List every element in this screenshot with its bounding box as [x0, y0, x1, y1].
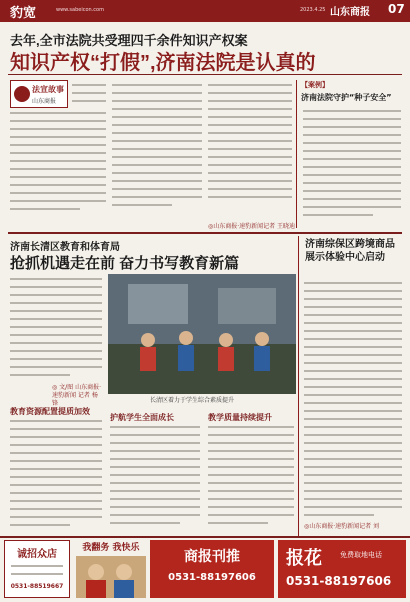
ad-slogan-photo	[76, 556, 146, 598]
logo-emblem	[14, 86, 30, 102]
story3-headline: 济南综保区跨境商品展示体验中心启动	[305, 239, 395, 263]
logo-subtext: 山东商报	[32, 98, 57, 105]
story2-kicker: 济南长清区教育和体育局	[10, 242, 120, 253]
page-number: 07	[388, 2, 405, 16]
paper-name: 山东商报	[330, 7, 370, 18]
story2-headline: 抢抓机遇走在前 奋力书写教育新篇	[10, 255, 240, 272]
ad-slogan: 我翻务 我快乐	[82, 543, 140, 553]
ad-recruit	[4, 540, 70, 598]
story2-credit: ◎ 文/图 山东商报·速豹新闻 记者 杨锋	[52, 384, 101, 407]
story1-kicker: 去年,全市法院共受理四千余件知识产权案	[10, 33, 248, 48]
ad-recruit-hotline: 0531-88519667	[10, 583, 64, 590]
section-divider	[8, 232, 402, 234]
story1-headline: 知识产权“打假”,济南法院是认真的	[10, 52, 316, 74]
logo-text: 法宣故事	[32, 85, 64, 94]
case-sidebar	[296, 80, 404, 228]
story3-credit: ◎山东商报·速豹新闻记者 刘	[304, 523, 380, 530]
ad-center-brand: 商报刊推	[184, 549, 240, 565]
story2-photo-caption: 长清区着力于学生综合素质提升	[150, 397, 235, 404]
students-photo	[108, 274, 296, 394]
ad-recruit-title: 诚招众店	[17, 549, 57, 560]
website-url: www.sabeicon.com	[56, 7, 104, 13]
column-tag: 豹宽	[10, 5, 37, 20]
story2-sub1: 教育资源配置提质加效	[10, 407, 90, 416]
ads-divider	[0, 536, 410, 538]
issue-info: 2023.4.25	[300, 7, 326, 13]
story1-logo	[10, 80, 68, 108]
ad-center-phone: 0531-88197606	[168, 572, 256, 583]
story2-sub3: 教学质量持续提升	[208, 413, 272, 422]
ad-people-image	[76, 556, 146, 598]
story2-photo	[108, 274, 296, 394]
story1-divider	[8, 74, 402, 75]
story2-sub2: 护航学生全面成长	[110, 413, 174, 422]
ad-right-phone: 0531-88197606	[286, 574, 392, 588]
masthead	[0, 0, 410, 22]
ad-right-brand: 报花	[286, 548, 322, 568]
ad-right	[278, 540, 406, 598]
story1-credit: ◎山东商报·速豹新闻记者 王晓迪	[208, 223, 296, 230]
case-title: 济南法院守护“种子安全”	[301, 93, 392, 102]
ad-center	[150, 540, 274, 598]
case-tag: 【案例】	[301, 81, 329, 89]
ad-right-sub: 免费取地电话	[340, 551, 382, 559]
